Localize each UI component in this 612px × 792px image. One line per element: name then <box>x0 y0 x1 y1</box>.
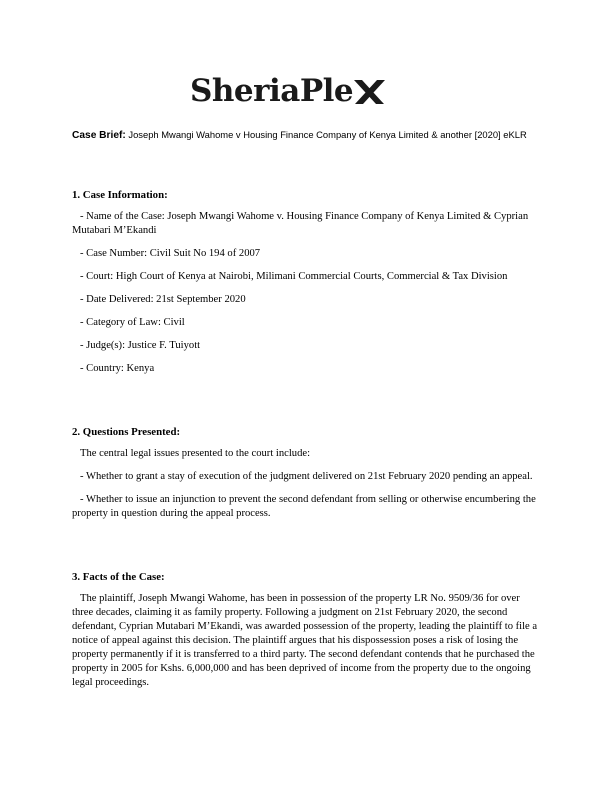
case-brief-title <box>72 128 542 143</box>
court-item: - Court: High Court of Kenya at Nairobi, Milimani Commercial Courts, Commercial & Tax Division <box>80 271 508 282</box>
questions-intro: The central legal issues presented to the court include: <box>80 448 311 459</box>
section-heading: 1. Case Information: <box>72 189 168 201</box>
country-item: - Country: Kenya <box>80 363 155 374</box>
questions-presented-section <box>72 425 542 521</box>
facts-paragraph: The plaintiff, Joseph Mwangi Wahome, has been in possession of the property LR No. 9509/36 for over three decades, claiming it as family property. Following a judgment on 21st February 2020, the second defendant, Cyprian Mutabari M’Ekandi, was awarded possession of the property, leading the plaintiff to file a notice of appeal against this decision. The plaintiff argues that his dispossession poses a risk of losing the property permanently if it is transferred to a third party. The second defendant contends that he purchased the property in 2005 for Kshs. 6,000,000 and has been deprived of income from the property due to the ongoing legal proceedings. <box>72 593 538 688</box>
facts-section <box>72 570 542 690</box>
sheriaplex-logo <box>190 73 386 109</box>
judges-item: - Judge(s): Justice F. Tuiyott <box>80 340 201 351</box>
date-delivered-item: - Date Delivered: 21st September 2020 <box>80 294 246 305</box>
logo-x-mark-icon <box>352 79 386 105</box>
section-heading: 2. Questions Presented: <box>72 426 181 438</box>
case-brief-text: Joseph Mwangi Wahome v Housing Finance Company of Kenya Limited & another [2020] eKLR <box>125 129 527 140</box>
case-brief-label: Case Brief: <box>72 130 126 141</box>
section-heading: 3. Facts of the Case: <box>72 571 165 583</box>
logo-wordmark: SheriaPle <box>190 73 354 109</box>
case-name-item: - Name of the Case: Joseph Mwangi Wahome v. Housing Finance Company of Kenya Limited & Cyprian Mutabari M’Ekandi <box>72 211 529 236</box>
question-item: - Whether to issue an injunction to prevent the second defendant from selling or otherwise encumbering the property in question during the appeal process. <box>72 494 536 519</box>
case-information-section <box>72 188 542 376</box>
category-item: - Category of Law: Civil <box>80 317 185 328</box>
case-number-item: - Case Number: Civil Suit No 194 of 2007 <box>80 248 261 259</box>
question-item: - Whether to grant a stay of execution of the judgment delivered on 21st February 2020 pending an appeal. <box>80 471 533 482</box>
